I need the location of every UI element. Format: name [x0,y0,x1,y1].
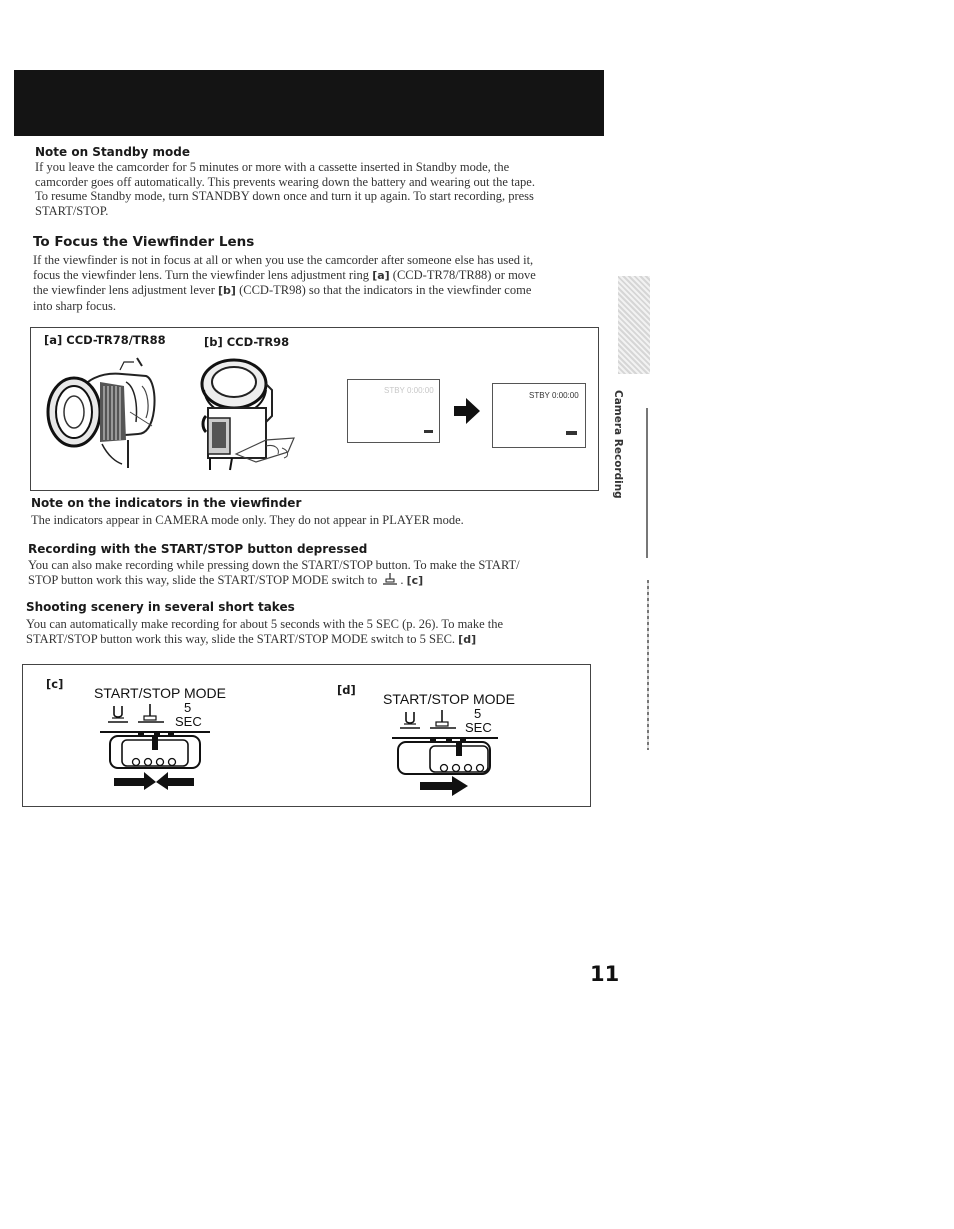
header-bar [14,70,604,136]
viewfinder-ring-illustration [42,352,162,470]
startstop-switch-d-illustration [390,706,510,798]
viewfinder-screen-blurred-text: STBY 0:00:00 [384,386,434,395]
five-label: 5 [474,706,482,721]
side-rule [646,408,648,558]
page-number: 11 [590,962,620,986]
sec-label: SEC [175,714,202,729]
five-label: 5 [184,700,192,715]
figure-c-mode-title: START/STOP MODE [94,685,226,701]
focus-heading: To Focus the Viewfinder Lens [33,234,255,250]
indicators-note-heading: Note on the indicators in the viewfinder [31,496,302,510]
standby-note-heading: Note on Standby mode [35,145,190,159]
standby-note-body: If you leave the camcorder for 5 minutes or more with a cassette inserted in Standby mode, the camcorder goes off automatically. This prevents wearing down the battery and wearing out the tape. To resume Standby mode, turn STANDBY down once and turn it up again. To start recording, press START/STOP. [35,160,535,218]
figure-d-mode-title: START/STOP MODE [383,691,515,707]
battery-indicator [424,430,433,433]
figure-d-label: [d] [337,683,356,697]
sec-label: SEC [465,720,492,735]
startstop-body: You can also make recording while pressing down the START/STOP button. To make the START/ STOP button work this way, slide the START/STOP MODE switch to . [c] [28,558,520,587]
arrow-right-icon [452,396,482,426]
indicators-note-body: The indicators appear in CAMERA mode only. They do not appear in PLAYER mode. [31,513,464,527]
figure-a-label: [a] CCD-TR78/TR88 [44,333,166,347]
startstop-heading: Recording with the START/STOP button depressed [28,542,368,556]
side-rule-dotted [647,580,649,750]
focus-body: If the viewfinder is not in focus at all or when you use the camcorder after someone else has used it, focus the viewfinder lens. Turn the viewfinder lens adjustment ring [a] (CCD-TR78/TR88) or move the viewfinder lens adjustment lever [b] (CCD-TR98) so that the indicators in the viewfinder come into sharp focus. [33,253,536,313]
viewfinder-screen-focused-text: STBY 0:00:00 [529,391,579,400]
battery-indicator [566,431,577,435]
viewfinder-lever-illustration [196,354,306,472]
side-tab [612,390,628,499]
startstop-switch-c-illustration [98,700,218,792]
side-tab-label: Camera Recording [612,390,624,499]
scenery-heading: Shooting scenery in several short takes [26,600,295,614]
press-hold-symbol-icon [383,573,397,585]
scenery-body: You can automatically make recording for about 5 seconds with the 5 SEC (p. 26). To make the START/STOP button work this way, slide the START/STOP MODE switch to 5 SEC. [d] [26,617,504,646]
figure-c-label: [c] [46,677,64,691]
figure-b-label: [b] CCD-TR98 [204,335,290,349]
side-tab-shade [618,276,650,374]
